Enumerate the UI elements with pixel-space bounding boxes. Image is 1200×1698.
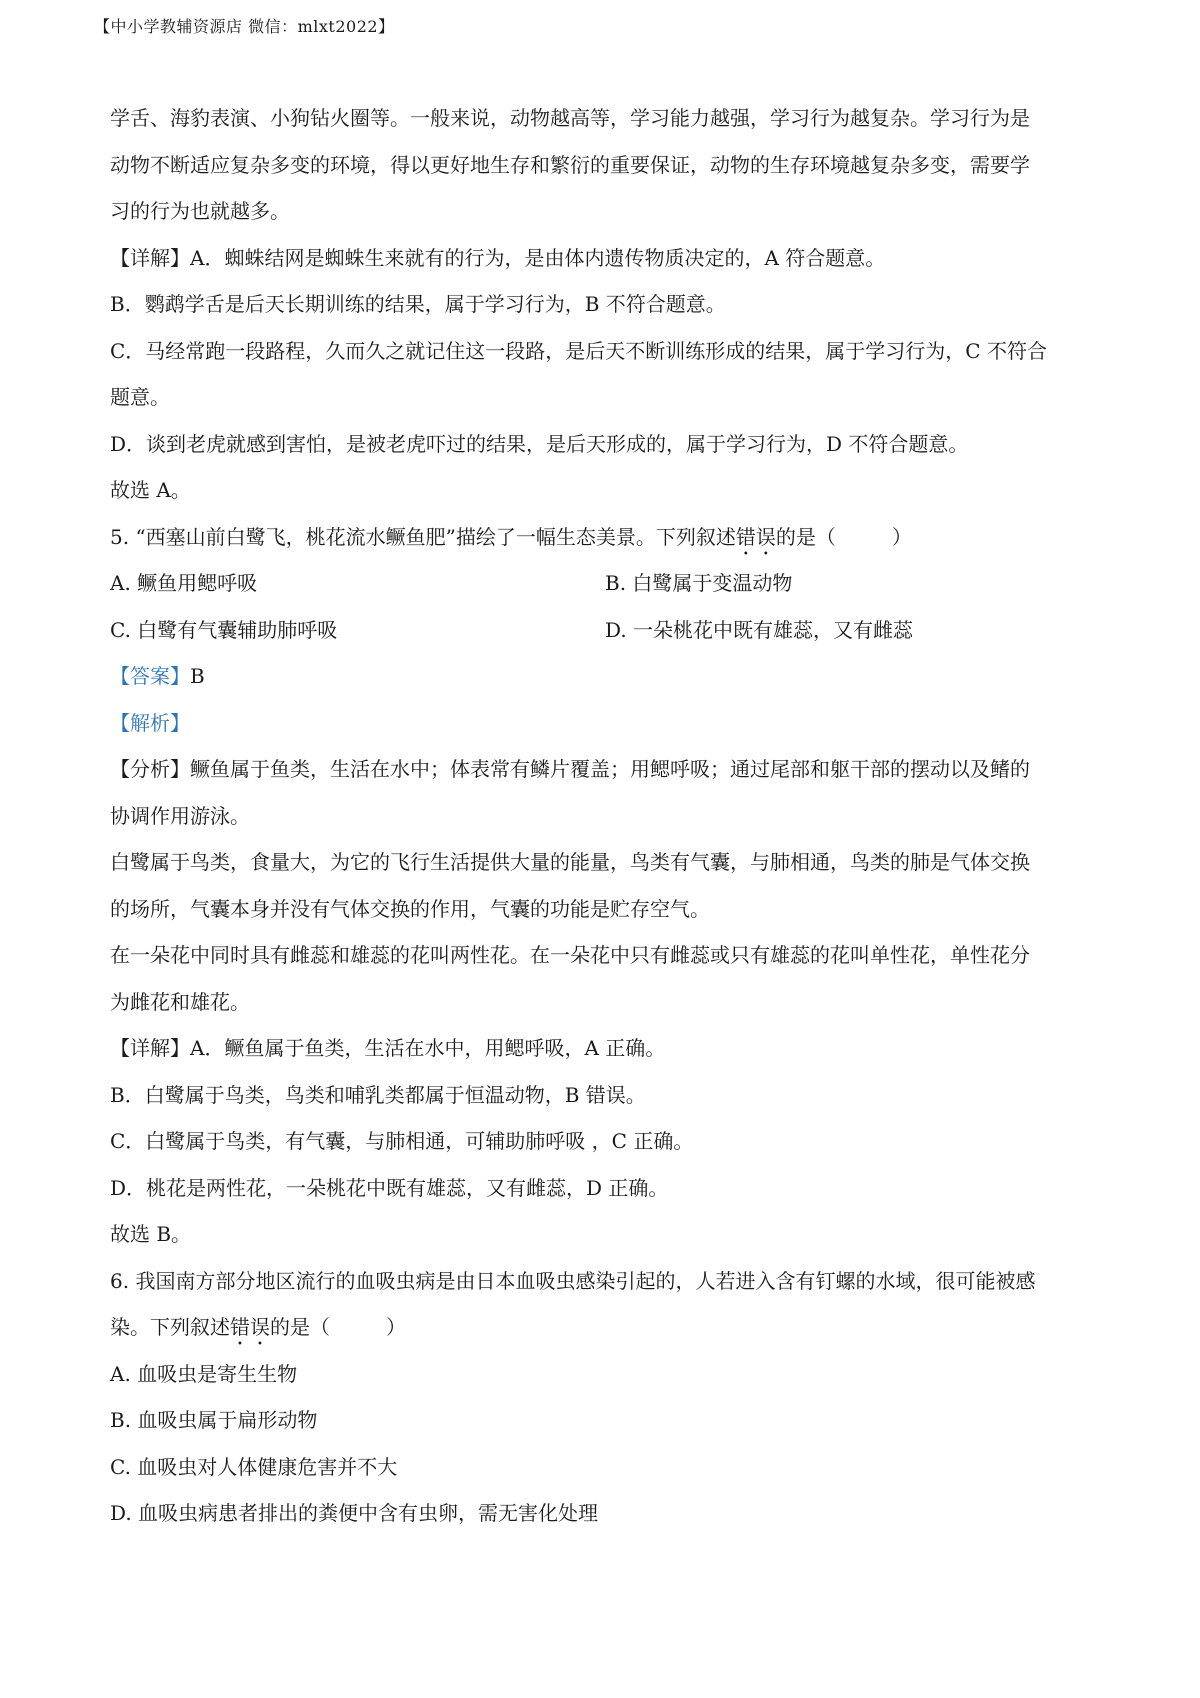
detail-c-cont: 题意。 xyxy=(110,385,170,409)
detail-b: B．白鹭属于鸟类，鸟类和哺乳类都属于恒温动物，B 错误。 xyxy=(110,1082,646,1107)
analysis-line: 学舌、海豹表演、小狗钻火圈等。一般来说，动物越高等，学习能力越强，学习行为越复杂。学习行为是 xyxy=(110,106,1030,130)
emphasis-text: 错误 xyxy=(735,524,776,549)
option-c: C. 血吸虫对人体健康危害并不大 xyxy=(110,1454,398,1479)
detail-a: 【详解】A．蜘蛛结网是蜘蛛生来就有的行为，是由体内遗传物质决定的，A 符合题意。 xyxy=(110,245,886,270)
analysis-line: 协调作用游泳。 xyxy=(110,803,250,828)
conclusion: 故选 A。 xyxy=(110,478,191,502)
stem-text: ） xyxy=(891,524,912,549)
analysis-line: 在一朵花中同时具有雌蕊和雄蕊的花叫两性花。在一朵花中只有雌蕊或只有雄蕊的花叫单性花，单性花分 xyxy=(110,943,1030,967)
options-row xyxy=(110,560,1110,607)
detail-c: C．马经常跑一段路程，久而久之就记住这一段路，是后天不断训练形成的结果，属于学习行为，C 不符合 xyxy=(110,338,1047,363)
stem-text: 的是（ xyxy=(270,1315,330,1339)
header-watermark: 【中小学教辅资源店 微信：mlxt2022】 xyxy=(94,17,395,36)
detail-a: 【详解】A．鳜鱼属于鱼类，生活在水中，用鳃呼吸，A 正确。 xyxy=(110,1036,666,1060)
analysis-line: 习的行为也就越多。 xyxy=(110,199,290,223)
option-b: B. 白鹭属于变温动物 xyxy=(605,571,793,595)
option-d: D. 血吸虫病患者排出的粪便中含有虫卵，需无害化处理 xyxy=(110,1501,599,1525)
conclusion: 故选 B。 xyxy=(110,1222,192,1246)
detail-c: C．白鹭属于鸟类，有气囊，与肺相通，可辅助肺呼吸 ，C 正确。 xyxy=(110,1129,694,1153)
analysis-line: 【分析】鳜鱼属于鱼类，生活在水中；体表常有鳞片覆盖；用鳃呼吸；通过尾部和躯干部的摆动以及鳍的 xyxy=(110,757,1030,781)
option-b: B. 血吸虫属于扁形动物 xyxy=(110,1408,318,1432)
document-body xyxy=(110,95,1110,1537)
analysis-line: 动物不断适应复杂多变的环境，得以更好地生存和繁衍的重要保证，动物的生存环境越复杂多变，需要学 xyxy=(110,152,1030,177)
answer-tag: 【答案】 xyxy=(110,664,190,688)
stem-text: 染。下列叙述 xyxy=(110,1315,230,1339)
analysis-line: 的场所，气囊本身并没有气体交换的作用，气囊的功能是贮存空气。 xyxy=(110,896,710,921)
emphasis-text: 错误 xyxy=(230,1315,270,1339)
option-a: A. 血吸虫是寄生生物 xyxy=(110,1361,298,1386)
answer-value: B xyxy=(190,664,205,688)
options-row xyxy=(110,607,1110,654)
answer-line xyxy=(110,653,1110,700)
detail-d: D．桃花是两性花，一朵桃花中既有雄蕊，又有雌蕊，D 正确。 xyxy=(110,1175,669,1200)
option-d: D. 一朵桃花中既有雄蕊，又有雌蕊 xyxy=(605,617,914,642)
analysis-tag: 【解析】 xyxy=(110,710,190,735)
option-a: A. 鳜鱼用鳃呼吸 xyxy=(110,571,258,595)
question-5-stem xyxy=(110,514,1110,561)
detail-d: D．谈到老虎就感到害怕，是被老虎吓过的结果，是后天形成的，属于学习行为，D 不符合题意。 xyxy=(110,431,969,456)
stem-text: 的是（ xyxy=(775,524,836,549)
detail-b: B．鹦鹉学舌是后天长期训练的结果，属于学习行为，B 不符合题意。 xyxy=(110,292,726,316)
question-6-stem: 6. 我国南方部分地区流行的血吸虫病是由日本血吸虫感染引起的，人若进入含有钉螺的水域，很可能被感 xyxy=(110,1268,1036,1293)
stem-text: 5. “西塞山前白鹭飞，桃花流水鳜鱼肥”描绘了一幅生态美景。下列叙述 xyxy=(110,524,736,549)
question-6-stem-cont xyxy=(110,1304,1110,1351)
analysis-line: 为雌花和雄花。 xyxy=(110,989,250,1014)
stem-text: ） xyxy=(386,1315,406,1339)
analysis-line: 白鹭属于鸟类，食量大，为它的飞行生活提供大量的能量，鸟类有气囊，与肺相通，鸟类的肺是气体交换 xyxy=(110,850,1030,874)
option-c: C. 白鹭有气囊辅助肺呼吸 xyxy=(110,617,338,642)
